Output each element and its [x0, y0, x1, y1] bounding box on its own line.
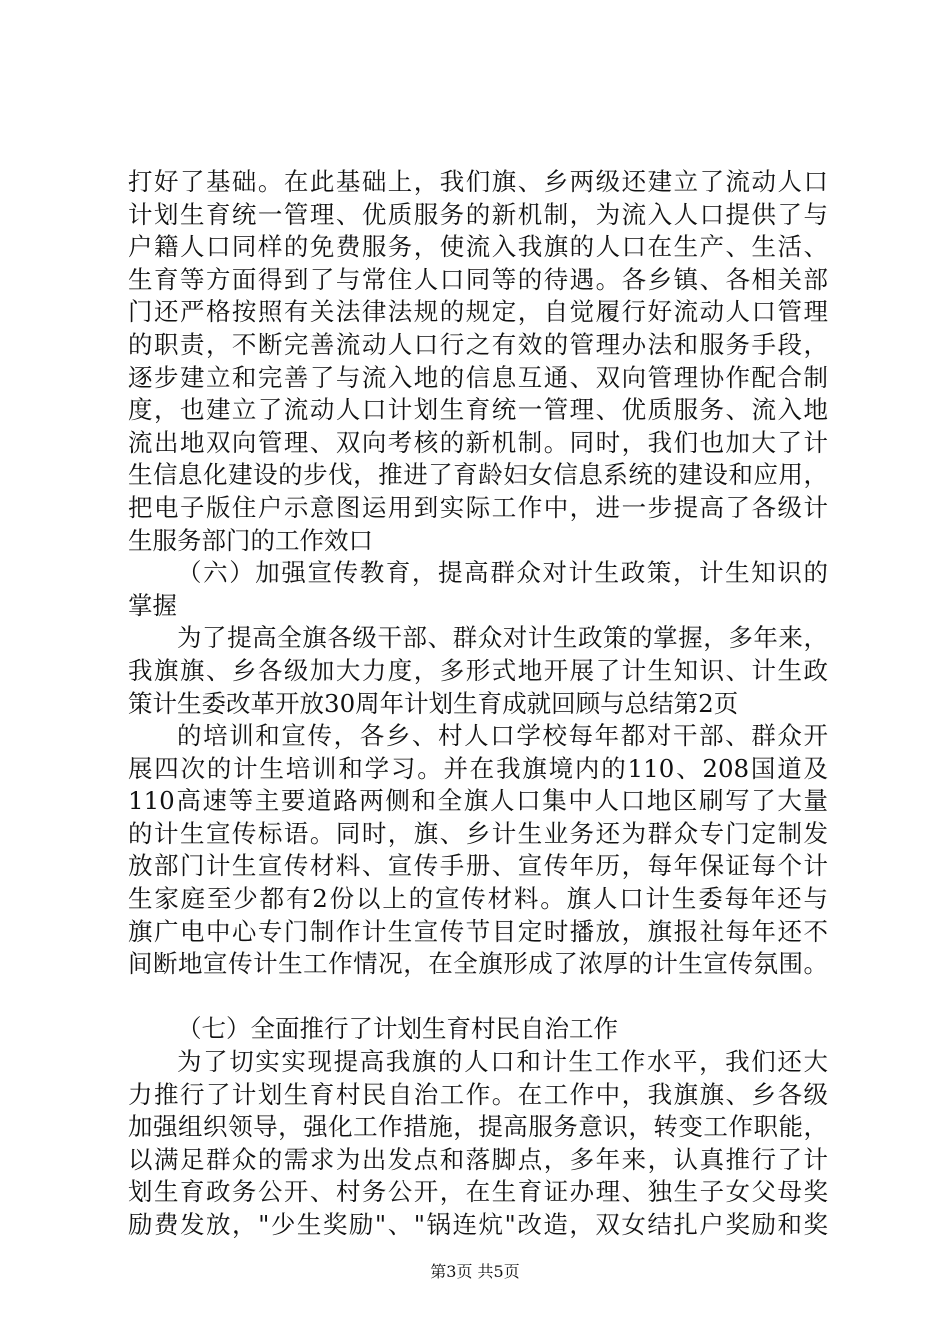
paragraph-6 [128, 1046, 828, 1242]
text-line: 打好了基础。在此基础上，我们旗、乡两级还建立了流动人口 [128, 167, 828, 196]
text-line: 以满足群众的需求为出发点和落脚点，多年来，认真推行了计 [128, 1144, 828, 1174]
paragraph-1 [128, 166, 828, 557]
text-line: 的培训和宣传，各乡、村人口学校每年都对干部、群众开 [177, 721, 828, 751]
heading-line: （六）加强宣传教育，提高群众对计生政策，计生知识的 [177, 558, 828, 588]
text-line: 旗广电中心专门制作计生宣传节目定时播放，旗报社每年还不 [128, 916, 828, 946]
text-line: 为了提高全旗各级干部、群众对计生政策的掌握，多年来， [177, 623, 828, 653]
section-heading-7 [128, 1013, 828, 1046]
text-line: 流出地双向管理、双向考核的新机制。同时，我们也加大了计 [128, 427, 828, 457]
text-line: 度，也建立了流动人口计划生育统一管理、优质服务、流入地 [128, 395, 828, 425]
blank-line [128, 981, 828, 1014]
text-line: 门还严格按照有关法律法规的规定，自觉履行好流动人口管理 [128, 297, 828, 327]
paragraph-3 [128, 622, 828, 720]
text-line: 力推行了计划生育村民自治工作。在工作中，我旗旗、乡各级 [128, 1079, 828, 1109]
text-line: 为了切实实现提高我旗的人口和计生工作水平，我们还大 [177, 1047, 828, 1077]
text-line: 的计生宣传标语。同时，旗、乡计生业务还为群众专门定制发 [128, 818, 828, 848]
text-line: 我旗旗、乡各级加大力度，多形式地开展了计生知识、计生政 [128, 655, 828, 685]
text-line: 110高速等主要道路两侧和全旗人口集中人口地区刷写了大量 [128, 786, 828, 816]
document-body [128, 166, 828, 1242]
text-line: 励费发放，"少生奖励"、"锅连炕"改造，双女结扎户奖励和奖 [128, 1210, 828, 1239]
text-line: 生家庭至少都有2份以上的宣传材料。旗人口计生委每年还与 [128, 884, 828, 914]
heading-line: 掌握 [128, 590, 177, 620]
section-heading-6 [128, 557, 828, 622]
text-line: 生育等方面得到了与常住人口同等的待遇。各乡镇、各相关部 [128, 264, 828, 294]
page-footer: 第3页 共5页 [430, 1262, 520, 1281]
text-line: 逐步建立和完善了与流入地的信息互通、双向管理协作配合制 [128, 362, 828, 392]
text-line: 的职责，不断完善流动人口行之有效的管理办法和服务手段， [128, 329, 828, 359]
text-line: 加强组织领导，强化工作措施，提高服务意识，转变工作职能， [128, 1112, 828, 1142]
text-line: 生信息化建设的步伐，推进了育龄妇女信息系统的建设和应用， [128, 460, 828, 490]
text-line: 展四次的计生培训和学习。并在我旗境内的110、208国道及 [128, 753, 828, 783]
heading-line: （七）全面推行了计划生育村民自治工作 [177, 1014, 618, 1044]
text-line: 计划生育统一管理、优质服务的新机制，为流入人口提供了与 [128, 199, 828, 229]
text-line: 生服务部门的工作效口 [128, 525, 373, 555]
paragraph-4 [128, 720, 828, 981]
text-line: 间断地宣传计生工作情况，在全旗形成了浓厚的计生宣传氛围。 [128, 949, 828, 979]
text-line: 划生育政务公开、村务公开，在生育证办理、独生子女父母奖 [128, 1177, 828, 1207]
text-line: 策计生委改革开放30周年计划生育成就回顾与总结第2页 [128, 688, 739, 718]
text-line: 把电子版住户示意图运用到实际工作中，进一步提高了各级计 [128, 492, 828, 522]
text-line: 户籍人口同样的免费服务，使流入我旗的人口在生产、生活、 [128, 232, 828, 262]
text-line: 放部门计生宣传材料、宣传手册、宣传年历，每年保证每个计 [128, 851, 828, 881]
